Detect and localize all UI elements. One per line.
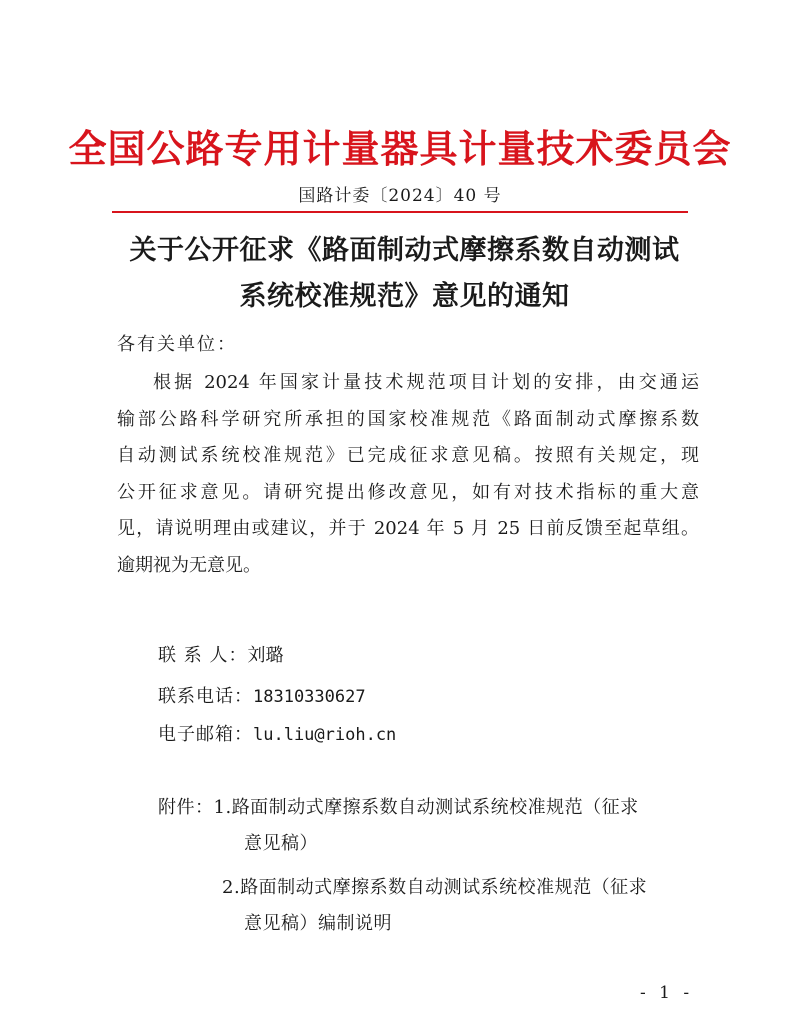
contact-phone-value: 18310330627 <box>253 687 366 707</box>
body-line-6: 逾期视为无意见。 <box>117 554 261 576</box>
notice-body <box>117 365 699 584</box>
attachment-2-continued: 意见稿）编制说明 <box>244 913 392 934</box>
body-line-3: 自动测试系统校准规范》已完成征求意见稿。按照有关规定，现 <box>117 445 699 466</box>
notice-title-line-2: 系统校准规范》意见的通知 <box>239 281 570 312</box>
attachment-2-number: 2. <box>222 877 241 898</box>
body-line-5: 见，请说明理由或建议，并于 2024 年 5 月 25 日前反馈至起草组。 <box>117 518 699 539</box>
attachment-2 <box>222 873 647 899</box>
contact-person-label: 联 系 人： <box>158 645 248 666</box>
attachments-label: 附件： <box>158 797 214 818</box>
notice-title <box>112 228 697 320</box>
page-number: - 1 - <box>640 983 694 1003</box>
contact-email-label: 电子邮箱： <box>158 724 253 745</box>
body-line-4: 公开征求意见。请研究提出修改意见，如有对技术指标的重大意 <box>117 481 699 503</box>
red-divider-line <box>112 211 688 213</box>
body-line-1: 根据 2024 年国家计量技术规范项目计划的安排，由交通运 <box>153 372 699 393</box>
attachment-1-number: 1. <box>213 797 232 818</box>
body-line-2: 输部公路科学研究所承担的国家校准规范《路面制动式摩擦系数 <box>117 408 699 430</box>
attachment-2-line-1: 路面制动式摩擦系数自动测试系统校准规范（征求 <box>240 877 648 898</box>
notice-title-line-1: 关于公开征求《路面制动式摩擦系数自动测试 <box>129 235 680 266</box>
attachment-1 <box>158 793 639 819</box>
salutation: 各有关单位： <box>117 334 237 355</box>
contact-phone <box>158 682 366 708</box>
contact-email-value: lu.liu@rioh.cn <box>253 725 397 745</box>
contact-email <box>158 720 396 746</box>
contact-phone-label: 联系电话： <box>158 686 253 707</box>
contact-person-value: 刘璐 <box>247 645 284 666</box>
contact-person <box>158 641 283 667</box>
org-title: 全国公路专用计量器具计量技术委员会 <box>68 126 732 171</box>
attachment-1-line-1: 路面制动式摩擦系数自动测试系统校准规范（征求 <box>231 797 639 818</box>
attachment-1-continued: 意见稿） <box>244 833 318 854</box>
document-number: 国路计委〔2024〕40 号 <box>298 186 502 206</box>
